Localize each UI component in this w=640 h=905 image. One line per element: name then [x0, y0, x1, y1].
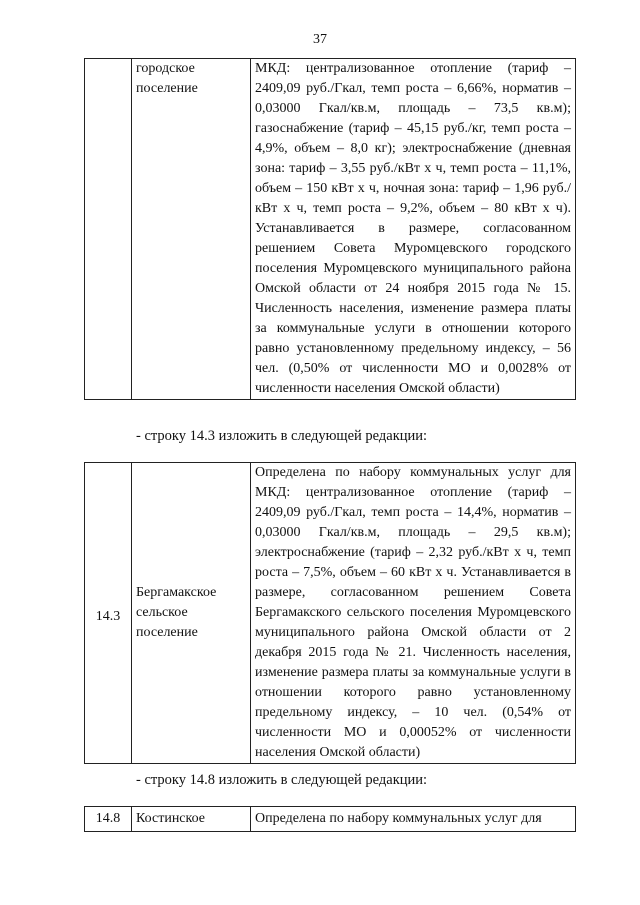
row-number-cell: 14.8 — [85, 807, 132, 832]
description-text: МКД: централизованное отопление (тариф – 2409,09 руб./Гкал, темп роста – 6,66%, норматив – 0,03000 Гкал/кв.м, площадь – 73,5 кв.м); газоснабжение (тариф – 45,15 руб./кг, темп роста – 4,9%, объем – 8,0 кг); электроснабжение (дневная зона: тариф – 3,55 руб./кВт х ч, темп роста – 11,1%, объем – 150 кВт х ч, ночная зона: тариф – 1,96 руб./кВт х ч, темп роста – 9,2%, объем – 80 кВт х ч). Устанавливается в размере, согласованном решением Совета Муромцевского городского поселения Муромцевского муниципального района Омской области от 24 ноября 2015 года № 15. Численность населения, изменение размера платы за коммунальные услуги в отношении которого равно установленному предельному индексу, – 56 чел. (0,50% от численности МО и 0,0028% от численности населения Омской области) — [255, 61, 571, 396]
amendment-instruction-14-3: - строку 14.3 изложить в следующей редакции: — [136, 428, 428, 444]
page-number: 37 — [313, 32, 327, 47]
description-cell — [251, 463, 576, 764]
description-text: Определена по набору коммунальных услуг для — [255, 811, 542, 826]
table-row-14-8 — [84, 806, 576, 832]
row-number-cell — [85, 59, 132, 400]
table-row-continuation — [84, 58, 576, 400]
table-row — [85, 59, 576, 400]
settlement-name-cell: Бергамакское сельское поселение — [132, 463, 251, 764]
amendment-instruction-14-8: - строку 14.8 изложить в следующей редакции: — [136, 772, 428, 788]
row-number-cell: 14.3 — [85, 463, 132, 764]
settlement-name-cell: Костинское — [132, 807, 251, 832]
table-row-14-3 — [84, 462, 576, 764]
table-row — [85, 807, 576, 832]
description-text: Определена по набору коммунальных услуг для МКД: централизованное отопление (тариф – 2409,09 руб./Гкал, темп роста – 14,4%, норматив – 0,03000 Гкал/кв.м, площадь – 29,5 кв.м); электроснабжение (тариф – 2,32 руб./кВт х ч, темп роста – 7,5%, объем – 60 кВт х ч. Устанавливается в размере, согласованном решением Совета Бергамакского сельского поселения Муромцевского муниципального района Омской области от 2 декабря 2015 года № 21. Численность населения, изменение размера платы за коммунальные услуги в отношении которого равно установленному предельному индексу, – 10 чел. (0,54% от численности МО и 0,00052% от численности населения Омской области) — [255, 465, 571, 760]
settlement-name-cell: городское поселение — [132, 59, 251, 400]
table-row — [85, 463, 576, 764]
description-cell — [251, 807, 576, 832]
description-cell — [251, 59, 576, 400]
